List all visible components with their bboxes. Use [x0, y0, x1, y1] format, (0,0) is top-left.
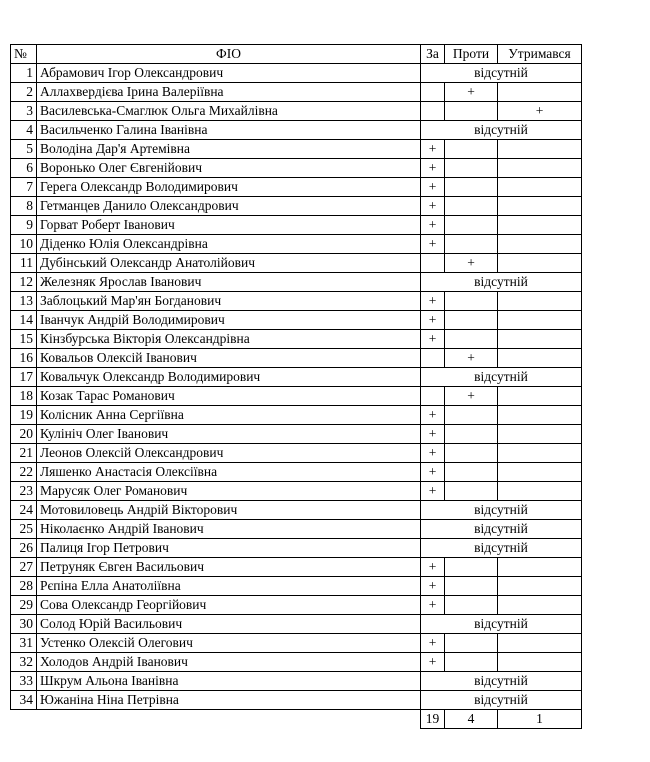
table-row	[11, 558, 582, 577]
vote-abstain-cell	[498, 330, 582, 349]
row-number: 16	[11, 349, 37, 368]
row-number: 25	[11, 520, 37, 539]
vote-abstain-cell	[498, 444, 582, 463]
absent-label: відсутній	[421, 501, 582, 520]
table-row	[11, 539, 582, 558]
vote-against-cell	[445, 634, 498, 653]
row-number: 3	[11, 102, 37, 121]
deputy-name: Солод Юрій Васильович	[37, 615, 421, 634]
deputy-name: Воронько Олег Євгенійович	[37, 159, 421, 178]
vote-abstain-cell	[498, 482, 582, 501]
row-number: 23	[11, 482, 37, 501]
vote-abstain-cell	[498, 216, 582, 235]
row-number: 29	[11, 596, 37, 615]
row-number: 5	[11, 140, 37, 159]
vote-for-cell: +	[421, 178, 445, 197]
table-row	[11, 102, 582, 121]
table-row	[11, 672, 582, 691]
vote-for-cell	[421, 349, 445, 368]
vote-for-cell	[421, 254, 445, 273]
vote-abstain-cell	[498, 349, 582, 368]
totals-spacer	[37, 710, 421, 729]
table-row	[11, 197, 582, 216]
table-row	[11, 634, 582, 653]
vote-abstain-cell	[498, 292, 582, 311]
vote-for-cell: +	[421, 558, 445, 577]
vote-against-cell	[445, 235, 498, 254]
vote-against-cell	[445, 216, 498, 235]
vote-abstain-cell	[498, 634, 582, 653]
voting-results-table	[10, 44, 582, 729]
deputy-name: Гетманцев Данило Олександрович	[37, 197, 421, 216]
vote-against-cell: +	[445, 83, 498, 102]
absent-label: відсутній	[421, 691, 582, 710]
vote-abstain-cell	[498, 254, 582, 273]
deputy-name: Мотовиловець Андрій Вікторович	[37, 501, 421, 520]
deputy-name: Рєпіна Елла Анатоліївна	[37, 577, 421, 596]
vote-against-cell	[445, 577, 498, 596]
vote-against-cell	[445, 197, 498, 216]
vote-abstain-cell	[498, 653, 582, 672]
vote-abstain-cell: +	[498, 102, 582, 121]
row-number: 15	[11, 330, 37, 349]
deputy-name: Аллахвердієва Ірина Валеріївна	[37, 83, 421, 102]
row-number: 14	[11, 311, 37, 330]
row-number: 28	[11, 577, 37, 596]
table-row	[11, 235, 582, 254]
vote-against-cell: +	[445, 387, 498, 406]
table-row	[11, 444, 582, 463]
row-number: 6	[11, 159, 37, 178]
totals-row	[11, 710, 582, 729]
deputy-name: Железняк Ярослав Іванович	[37, 273, 421, 292]
vote-abstain-cell	[498, 596, 582, 615]
deputy-name: Іванчук Андрій Володимирович	[37, 311, 421, 330]
vote-abstain-cell	[498, 197, 582, 216]
vote-against-cell: +	[445, 254, 498, 273]
vote-for-cell: +	[421, 159, 445, 178]
deputy-name: Холодов Андрій Іванович	[37, 653, 421, 672]
vote-against-cell: +	[445, 349, 498, 368]
vote-against-cell	[445, 102, 498, 121]
table-row	[11, 330, 582, 349]
vote-abstain-cell	[498, 577, 582, 596]
row-number: 4	[11, 121, 37, 140]
vote-for-cell: +	[421, 235, 445, 254]
vote-for-cell	[421, 102, 445, 121]
absent-label: відсутній	[421, 539, 582, 558]
table-row	[11, 292, 582, 311]
absent-label: відсутній	[421, 121, 582, 140]
header-abstain: Утримався	[498, 45, 582, 64]
vote-for-cell: +	[421, 330, 445, 349]
table-row	[11, 254, 582, 273]
deputy-name: Васильченко Галина Іванівна	[37, 121, 421, 140]
table-row	[11, 64, 582, 83]
deputy-name: Василевська-Смаглюк Ольга Михайлівна	[37, 102, 421, 121]
table-row	[11, 463, 582, 482]
header-name: ФІО	[37, 45, 421, 64]
row-number: 8	[11, 197, 37, 216]
row-number: 7	[11, 178, 37, 197]
table-row	[11, 425, 582, 444]
table-row	[11, 501, 582, 520]
vote-for-cell	[421, 83, 445, 102]
table-row	[11, 159, 582, 178]
vote-abstain-cell	[498, 159, 582, 178]
deputy-name: Колісник Анна Сергіївна	[37, 406, 421, 425]
deputy-name: Абрамович Ігор Олександрович	[37, 64, 421, 83]
table-row	[11, 121, 582, 140]
table-row	[11, 691, 582, 710]
vote-for-cell: +	[421, 653, 445, 672]
row-number: 32	[11, 653, 37, 672]
deputy-name: Ковальов Олексій Іванович	[37, 349, 421, 368]
vote-against-cell	[445, 140, 498, 159]
deputy-name: Петруняк Євген Васильович	[37, 558, 421, 577]
row-number: 22	[11, 463, 37, 482]
vote-abstain-cell	[498, 235, 582, 254]
totals-blank	[11, 710, 37, 729]
table-row	[11, 178, 582, 197]
total-for: 19	[421, 710, 445, 729]
vote-for-cell: +	[421, 216, 445, 235]
vote-for-cell: +	[421, 634, 445, 653]
vote-for-cell: +	[421, 482, 445, 501]
row-number: 33	[11, 672, 37, 691]
vote-for-cell: +	[421, 444, 445, 463]
absent-label: відсутній	[421, 368, 582, 387]
row-number: 24	[11, 501, 37, 520]
vote-for-cell: +	[421, 140, 445, 159]
deputy-name: Горват Роберт Іванович	[37, 216, 421, 235]
table-row	[11, 311, 582, 330]
table-row	[11, 520, 582, 539]
deputy-name: Заблоцький Мар'ян Богданович	[37, 292, 421, 311]
table-row	[11, 653, 582, 672]
header-against: Проти	[445, 45, 498, 64]
deputy-name: Герега Олександр Володимирович	[37, 178, 421, 197]
total-against: 4	[445, 710, 498, 729]
row-number: 31	[11, 634, 37, 653]
deputy-name: Кулініч Олег Іванович	[37, 425, 421, 444]
row-number: 27	[11, 558, 37, 577]
vote-for-cell: +	[421, 463, 445, 482]
absent-label: відсутній	[421, 64, 582, 83]
table-row	[11, 387, 582, 406]
table-row	[11, 83, 582, 102]
vote-abstain-cell	[498, 406, 582, 425]
vote-abstain-cell	[498, 558, 582, 577]
deputy-name: Палиця Ігор Петрович	[37, 539, 421, 558]
row-number: 13	[11, 292, 37, 311]
row-number: 9	[11, 216, 37, 235]
vote-against-cell	[445, 292, 498, 311]
row-number: 10	[11, 235, 37, 254]
absent-label: відсутній	[421, 273, 582, 292]
table-row	[11, 368, 582, 387]
vote-abstain-cell	[498, 311, 582, 330]
vote-abstain-cell	[498, 425, 582, 444]
deputy-name: Ковальчук Олександр Володимирович	[37, 368, 421, 387]
vote-against-cell	[445, 406, 498, 425]
deputy-name: Володіна Дар'я Артемівна	[37, 140, 421, 159]
header-number: №	[11, 45, 37, 64]
header-row	[11, 45, 582, 64]
vote-for-cell: +	[421, 197, 445, 216]
table-row	[11, 577, 582, 596]
deputy-name: Южаніна Ніна Петрівна	[37, 691, 421, 710]
table-row	[11, 216, 582, 235]
table-row	[11, 615, 582, 634]
deputy-name: Дубінський Олександр Анатолійович	[37, 254, 421, 273]
vote-for-cell: +	[421, 406, 445, 425]
vote-for-cell	[421, 387, 445, 406]
vote-abstain-cell	[498, 463, 582, 482]
row-number: 11	[11, 254, 37, 273]
vote-against-cell	[445, 178, 498, 197]
absent-label: відсутній	[421, 615, 582, 634]
vote-against-cell	[445, 653, 498, 672]
absent-label: відсутній	[421, 520, 582, 539]
row-number: 1	[11, 64, 37, 83]
vote-abstain-cell	[498, 387, 582, 406]
deputy-name: Кінзбурська Вікторія Олександрівна	[37, 330, 421, 349]
deputy-name: Ніколаєнко Андрій Іванович	[37, 520, 421, 539]
vote-against-cell	[445, 330, 498, 349]
vote-against-cell	[445, 425, 498, 444]
header-for: За	[421, 45, 445, 64]
row-number: 30	[11, 615, 37, 634]
deputy-name: Леонов Олексій Олександрович	[37, 444, 421, 463]
row-number: 17	[11, 368, 37, 387]
row-number: 21	[11, 444, 37, 463]
row-number: 20	[11, 425, 37, 444]
row-number: 19	[11, 406, 37, 425]
deputy-name: Діденко Юлія Олександрівна	[37, 235, 421, 254]
vote-against-cell	[445, 482, 498, 501]
row-number: 34	[11, 691, 37, 710]
vote-for-cell: +	[421, 596, 445, 615]
vote-for-cell: +	[421, 292, 445, 311]
deputy-name: Ляшенко Анастасія Олексіївна	[37, 463, 421, 482]
deputy-name: Шкрум Альона Іванівна	[37, 672, 421, 691]
table-row	[11, 140, 582, 159]
vote-against-cell	[445, 463, 498, 482]
table-row	[11, 406, 582, 425]
vote-against-cell	[445, 159, 498, 178]
vote-abstain-cell	[498, 178, 582, 197]
row-number: 26	[11, 539, 37, 558]
vote-for-cell: +	[421, 425, 445, 444]
vote-for-cell: +	[421, 311, 445, 330]
table-row	[11, 273, 582, 292]
table-row	[11, 482, 582, 501]
row-number: 12	[11, 273, 37, 292]
row-number: 18	[11, 387, 37, 406]
vote-against-cell	[445, 444, 498, 463]
deputy-name: Устенко Олексій Олегович	[37, 634, 421, 653]
absent-label: відсутній	[421, 672, 582, 691]
vote-against-cell	[445, 558, 498, 577]
table-row	[11, 349, 582, 368]
vote-abstain-cell	[498, 140, 582, 159]
vote-abstain-cell	[498, 83, 582, 102]
table-row	[11, 596, 582, 615]
total-abstain: 1	[498, 710, 582, 729]
vote-against-cell	[445, 596, 498, 615]
vote-for-cell: +	[421, 577, 445, 596]
vote-against-cell	[445, 311, 498, 330]
deputy-name: Сова Олександр Георгійович	[37, 596, 421, 615]
row-number: 2	[11, 83, 37, 102]
deputy-name: Марусяк Олег Романович	[37, 482, 421, 501]
deputy-name: Козак Тарас Романович	[37, 387, 421, 406]
